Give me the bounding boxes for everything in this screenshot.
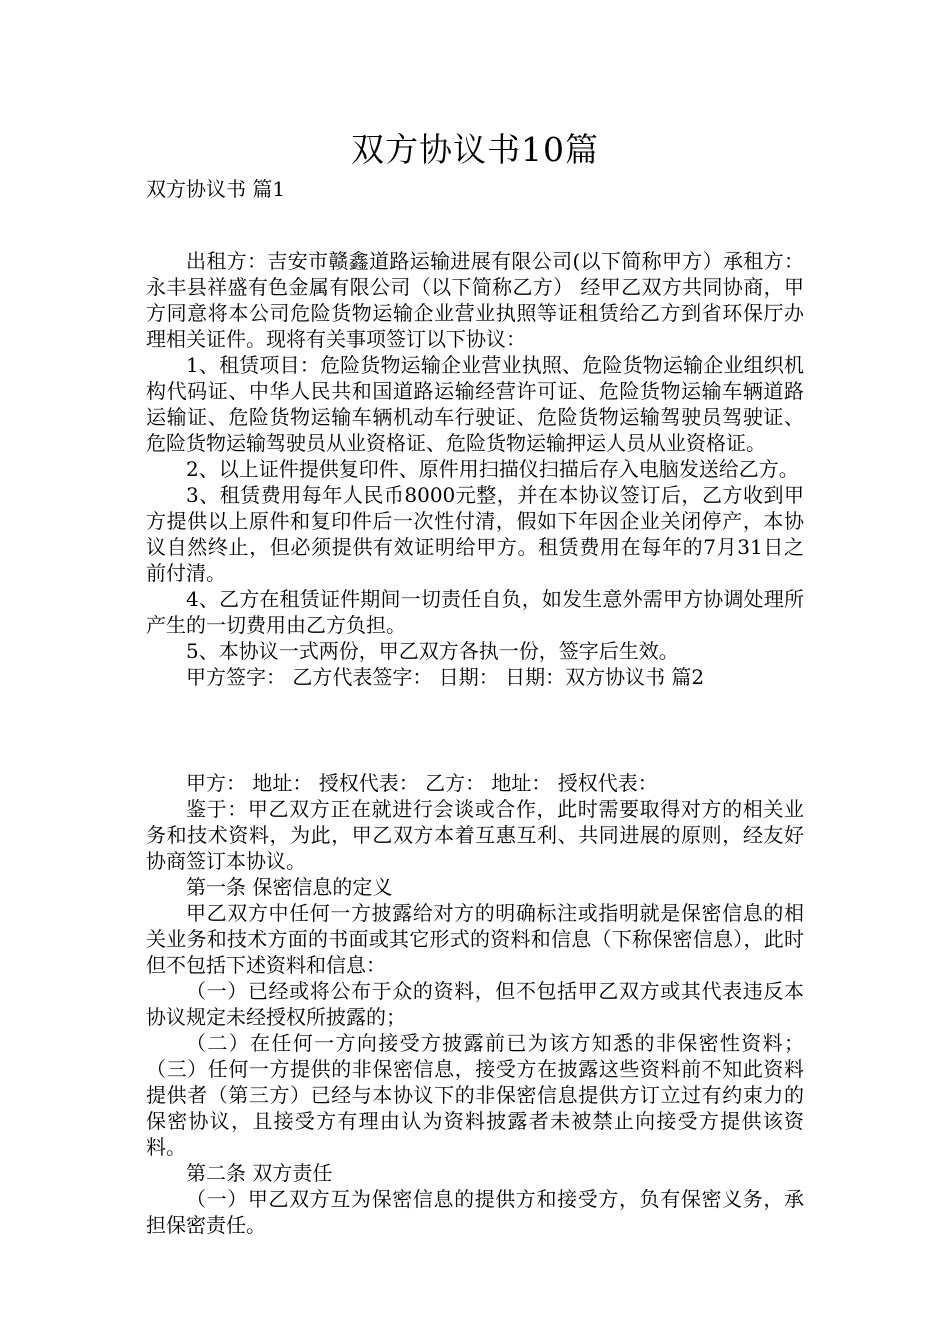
paragraph-article-2-heading: 第二条 双方责任 bbox=[186, 1161, 333, 1185]
paragraph-parties-2: 甲方： 地址： 授权代表： 乙方： 地址： 授权代表： bbox=[186, 771, 658, 795]
paragraph-clause-4: 4、乙方在租赁证件期间一切责任自负，如发生意外需甲方协调处理所产生的一切费用由乙方负担。 bbox=[146, 587, 804, 637]
agreement-section-2 bbox=[146, 770, 804, 1238]
paragraph-article-2-item-1: （一）甲乙双方互为保密信息的提供方和接受方，负有保密义务，承担保密责任。 bbox=[146, 1187, 804, 1237]
document-title: 双方协议书10篇 bbox=[351, 130, 599, 169]
paragraph-clause-2: 2、以上证件提供复印件、原件用扫描仪扫描后存入电脑发送给乙方。 bbox=[186, 457, 799, 481]
paragraph-clause-5: 5、本协议一式两份，甲乙双方各执一份，签字后生效。 bbox=[186, 639, 679, 663]
paragraph-clause-3: 3、租赁费用每年人民币8000元整，并在本协议签订后，乙方收到甲方提供以上原件和复印件后一次性付清，假如下年因企业关闭停产，本协议自然终止，但必须提供有效证明给甲方。租赁费用在每年的7月31日之前付清。 bbox=[146, 483, 804, 585]
paragraph-article-1-heading: 第一条 保密信息的定义 bbox=[186, 875, 393, 899]
paragraph-preamble: 鉴于：甲乙双方正在就进行会谈或合作，此时需要取得对方的相关业务和技术资料，为此，甲乙双方本着互惠互利、共同进展的原则，经友好协商签订本协议。 bbox=[146, 797, 804, 873]
paragraph-article-1-item-2-3: （二）在任何一方向接受方披露前已为该方知悉的非保密性资料；（三）任何一方提供的非保密信息，接受方在披露这些资料前不知此资料提供者（第三方）已经与本协议下的非保密信息提供方订立过有约束力的保密协议，且接受方有理由认为资料披露者未被禁止向接受方提供该资料。 bbox=[146, 1031, 804, 1159]
paragraph-article-1-body: 甲乙双方中任何一方披露给对方的明确标注或指明就是保密信息的相关业务和技术方面的书面或其它形式的资料和信息（下称保密信息），此时但不包括下述资料和信息： bbox=[146, 901, 804, 977]
document-subtitle: 双方协议书 篇1 bbox=[146, 177, 286, 201]
agreement-section-1 bbox=[146, 248, 804, 690]
paragraph-article-1-item-1: （一）已经或将公布于众的资料，但不包括甲乙双方或其代表违反本协议规定未经授权所披露的； bbox=[146, 979, 804, 1029]
paragraph-clause-1: 1、租赁项目：危险货物运输企业营业执照、危险货物运输企业组织机构代码证、中华人民共和国道路运输经营许可证、危险货物运输车辆道路运输证、危险货物运输车辆机动车行驶证、危险货物运输驾驶员驾驶证、危险货物运输驾驶员从业资格证、危险货物运输押运人员从业资格证。 bbox=[146, 353, 804, 455]
paragraph-signatures: 甲方签字： 乙方代表签字： 日期： 日期：双方协议书 篇2 bbox=[186, 665, 705, 689]
paragraph-parties: 出租方：吉安市赣鑫道路运输进展有限公司(以下简称甲方）承租方：永丰县祥盛有色金属有限公司（以下简称乙方） 经甲乙双方共同协商，甲方同意将本公司危险货物运输企业营业执照等证租赁给乙方到省环保厅办理相关证件。现将有关事项签订以下协议： bbox=[146, 249, 804, 351]
